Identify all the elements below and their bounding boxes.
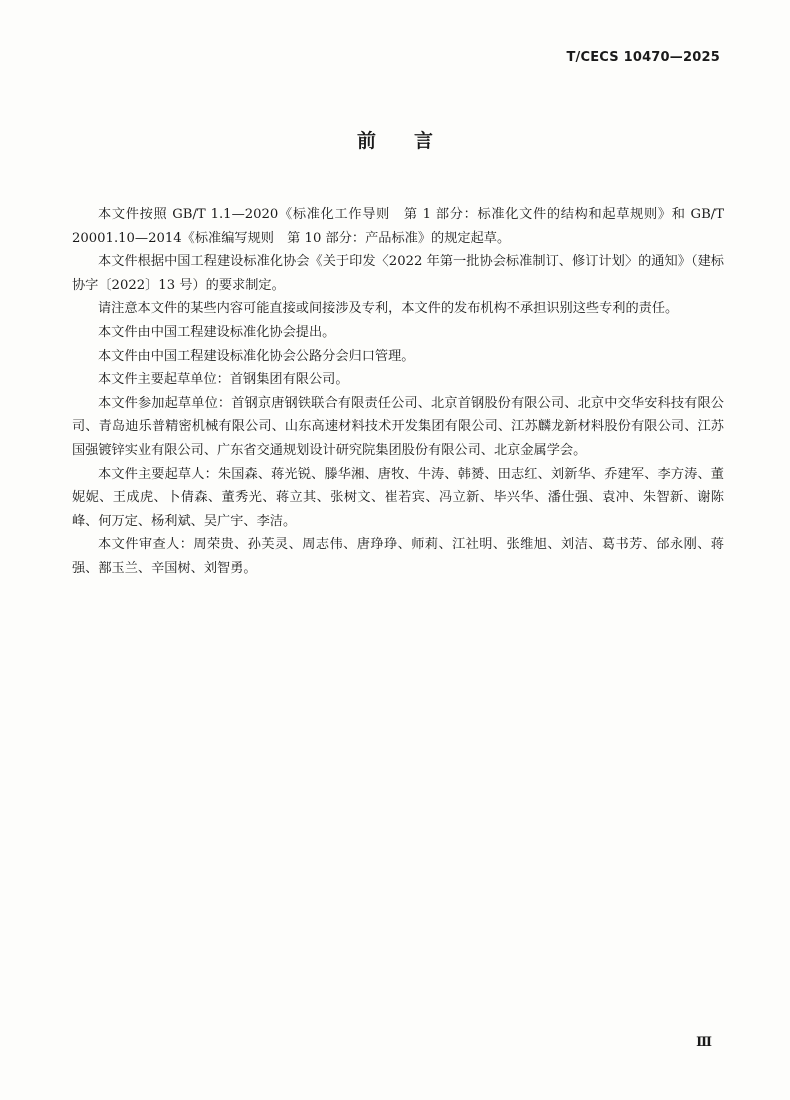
paragraph-reviewers: 本文件审查人：周荣贵、孙芙灵、周志伟、唐琤琤、师莉、江社明、张维旭、刘洁、葛书芳、邰永刚、蒋强、鄯玉兰、辛国树、刘智勇。 [72,537,724,576]
paragraph-management: 本文件由中国工程建设标准化协会公路分会归口管理。 [98,348,415,364]
paragraph-participating-units: 本文件参加起草单位：首钢京唐钢铁联合有限责任公司、北京首钢股份有限公司、北京中交华安科技有限公司、青岛迪乐普精密机械有限公司、山东高速材料技术开发集团有限公司、江苏麟龙新材料股份有限公司、江苏国强镀锌实业有限公司、广东省交通规划设计研究院集团股份有限公司、北京金属学会。 [72,395,724,458]
foreword-body [72,203,724,581]
paragraph-drafting-rules: 本文件按照 GB/T 1.1—2020《标准化工作导则 第 1 部分：标准化文件的结构和起草规则》和 GB/T 20001.10—2014《标准编写规则 第 10 部分：产品标准》的规定起草。 [72,207,724,246]
paragraph-basis: 本文件根据中国工程建设标准化协会《关于印发〈2022 年第一批协会标准制订、修订计划〉的通知》（建标协字〔2022〕13 号）的要求制定。 [72,254,724,293]
paragraph-proposer: 本文件由中国工程建设标准化协会提出。 [98,324,336,340]
paragraph-main-drafters: 本文件主要起草人：朱国森、蒋光锐、滕华湘、唐牧、牛涛、韩赟、田志红、刘新华、乔建军、李方涛、董妮妮、王成虎、卜倩森、董秀光、蒋立其、张树文、崔若宾、冯立新、毕兴华、潘仕强、袁冲、朱智新、谢陈峰、何万定、杨利斌、吴广宇、李洁。 [72,466,724,529]
standard-number: T/CECS 10470—2025 [566,50,720,65]
paragraph-patent-notice: 请注意本文件的某些内容可能直接或间接涉及专利，本文件的发布机构不承担识别这些专利的责任。 [98,301,679,317]
page-number: Ⅲ [696,1035,712,1050]
paragraph-main-drafter-unit: 本文件主要起草单位：首钢集团有限公司。 [98,372,349,388]
page-title: 前言 [356,130,471,152]
